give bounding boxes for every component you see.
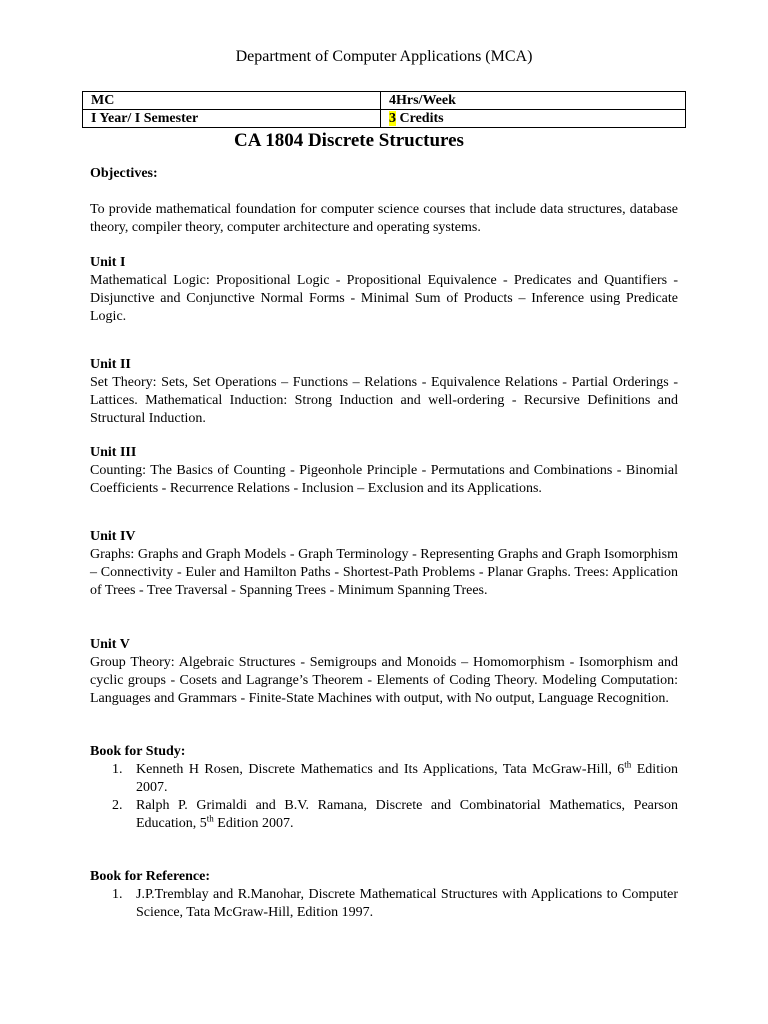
hours-cell: 4Hrs/Week — [381, 92, 686, 110]
list-item: 1. J.P.Tremblay and R.Manohar, Discrete Mathematical Structures with Applications to Computer Science, Tata McGraw-Hill, Edition 1997. — [112, 887, 678, 920]
list-number: 1. — [112, 887, 123, 902]
study-books-heading: Book for Study: — [90, 744, 186, 759]
objectives-text: To provide mathematical foundation for computer science courses that include data structures, database theory, compiler theory, computer architecture and operating systems. — [90, 202, 678, 235]
credits-cell — [381, 110, 686, 128]
department-header: Department of Computer Applications (MCA) — [235, 48, 533, 65]
unit-5-section — [90, 636, 678, 708]
reference-books-list — [90, 886, 678, 922]
list-item: 2. Ralph P. Grimaldi and B.V. Ramana, Discrete and Combinatorial Mathematics, Pearson Education, 5th Edition 2007. — [112, 798, 678, 831]
unit-2-section — [90, 356, 678, 428]
list-number: 2. — [112, 798, 123, 813]
unit-heading: Unit V — [90, 637, 130, 652]
unit-heading: Unit I — [90, 255, 126, 270]
unit-heading: Unit III — [90, 445, 137, 460]
course-info-table — [82, 91, 686, 128]
unit-4-section — [90, 528, 678, 600]
reference-books-heading: Book for Reference: — [90, 869, 210, 884]
table-row — [83, 110, 686, 128]
year-semester-cell: I Year/ I Semester — [83, 110, 381, 128]
unit-3-section — [90, 444, 678, 498]
program-cell: MC — [83, 92, 381, 110]
list-item: 1. Kenneth H Rosen, Discrete Mathematics and Its Applications, Tata McGraw-Hill, 6th Edition 2007. — [112, 759, 678, 795]
unit-text: Group Theory: Algebraic Structures - Semigroups and Monoids – Homomorphism - Isomorphism and cyclic groups - Cosets and Lagrange’s Theorem - Elements of Coding Theory. Modeling Computation: Languages and Grammars - Finite-State Machines with output, with No output, Language Recognition. — [90, 655, 678, 706]
unit-text: Set Theory: Sets, Set Operations – Functions – Relations - Equivalence Relations - Partial Orderings - Lattices. Mathematical Induction: Strong Induction and well-ordering - Recursive Definitions and Structural Induction. — [90, 375, 678, 426]
credits-number-highlight: 3 — [389, 110, 396, 126]
objectives-heading: Objectives: — [90, 166, 158, 181]
unit-text: Graphs: Graphs and Graph Models - Graph Terminology - Representing Graphs and Graph Isomorphism – Connectivity - Euler and Hamilton Paths - Shortest-Path Problems - Planar Graphs. Trees: Application of Trees - Tree Traversal - Spanning Trees - Minimum Spanning Trees. — [90, 547, 678, 598]
list-number: 1. — [112, 762, 123, 777]
credits-label: Credits — [396, 110, 444, 126]
unit-text: Counting: The Basics of Counting - Pigeonhole Principle - Permutations and Combinations - Binomial Coefficients - Recurrence Relations - Inclusion – Exclusion and its Applications. — [90, 463, 678, 496]
table-row — [83, 92, 686, 110]
unit-heading: Unit IV — [90, 529, 136, 544]
course-title: CA 1804 Discrete Structures — [234, 130, 464, 151]
unit-text: Mathematical Logic: Propositional Logic - Propositional Equivalence - Predicates and Quantifiers - Disjunctive and Conjunctive Normal Forms - Minimal Sum of Products – Inference using Predicate Logic. — [90, 273, 678, 324]
unit-1-section — [90, 254, 678, 326]
study-books-list — [90, 761, 678, 833]
unit-heading: Unit II — [90, 357, 131, 372]
